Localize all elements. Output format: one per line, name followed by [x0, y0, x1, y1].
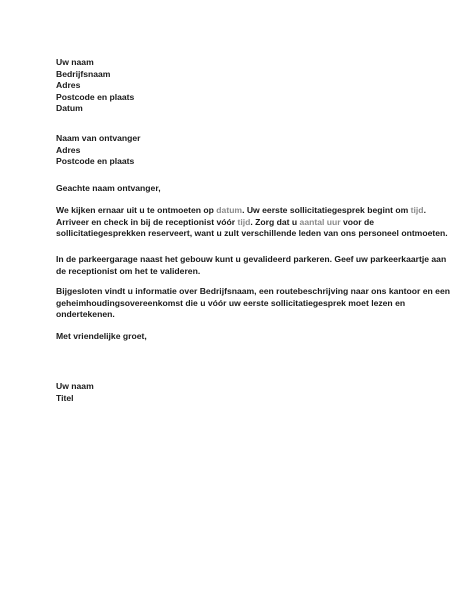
- text: We kijken ernaar uit u te ontmoeten op: [56, 205, 217, 215]
- text: voor de: [340, 216, 375, 227]
- sender-postal-city: Postcode en plaats: [56, 91, 135, 102]
- paragraph-3-line-1: Bijgesloten vindt u informatie over Bedrijfsnaam, een routebeschrijving naar ons kantoor en een: [56, 286, 450, 296]
- paragraph-2: [56, 254, 447, 277]
- paragraph-1-line-2: [56, 217, 416, 229]
- sender-date: Datum: [56, 103, 83, 114]
- sender-block: [56, 57, 416, 115]
- sender-address: Adres: [56, 80, 81, 91]
- sender-company: Bedrijfsnaam: [56, 68, 111, 79]
- paragraph-1: [56, 205, 448, 240]
- recipient-name: Naam van ontvanger: [56, 133, 141, 143]
- recipient-block: [56, 133, 416, 168]
- paragraph-3: [56, 286, 450, 321]
- sender-name: Uw naam: [56, 57, 94, 67]
- salutation: [56, 183, 416, 195]
- paragraph-3-line-2: geheimhoudingsovereenkomst die u vóór uw eerste sollicitatiegesprek moet lezen en: [56, 297, 406, 308]
- signature-title: Titel: [56, 392, 74, 403]
- paragraph-1-line-3: sollicitatiegesprekken reserveert, want u zult verschillende leden van ons personeel ontmoeten.: [56, 228, 448, 239]
- text: . Zorg dat u: [250, 216, 300, 227]
- placeholder-hours: aantal uur: [299, 216, 341, 227]
- text: .: [423, 205, 426, 215]
- signature-block: [56, 381, 416, 404]
- salutation-text: Geachte naam ontvanger,: [56, 183, 161, 193]
- placeholder-time: tijd: [410, 205, 424, 215]
- recipient-postal-city: Postcode en plaats: [56, 156, 135, 167]
- signature-name: Uw naam: [56, 381, 94, 391]
- paragraph-2-line-1: In de parkeergarage naast het gebouw kunt u gevalideerd parkeren. Geef uw parkeerkaartje aan: [56, 254, 447, 264]
- closing: [56, 331, 416, 343]
- placeholder-time: tijd: [237, 216, 251, 227]
- paragraph-1-line-1: [56, 205, 426, 217]
- closing-text: Met vriendelijke groet,: [56, 331, 147, 341]
- text: . Uw eerste sollicitatiegesprek begint om: [242, 205, 411, 215]
- placeholder-date: datum: [216, 205, 243, 215]
- paragraph-2-line-2: de receptionist om het te valideren.: [56, 265, 201, 276]
- paragraph-3-line-3: ondertekenen.: [56, 309, 115, 320]
- recipient-address: Adres: [56, 144, 81, 155]
- text: Arriveer en check in bij de receptionist vóór: [56, 216, 238, 227]
